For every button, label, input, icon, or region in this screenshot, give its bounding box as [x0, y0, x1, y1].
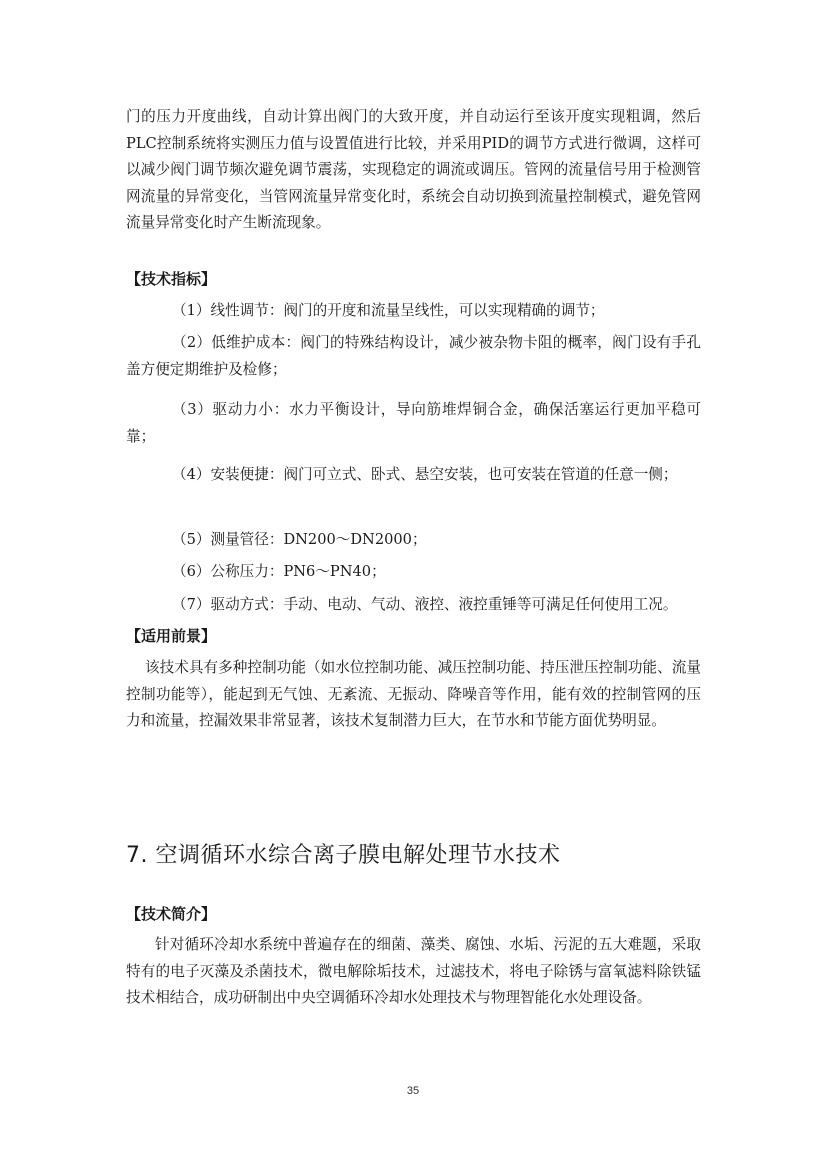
tech-indicator-item-4: （4）安装便捷：阀门可立式、卧式、悬空安装，也可安装在管道的任意一侧；	[172, 466, 678, 483]
intro-paragraph: 门的压力开度曲线，自动计算出阀门的大致开度，并自动运行至该开度实现粗调，然后PLC控制系统将实测压力值与设置值进行比较，并采用PID的调节方式进行微调，这样可以减少阀门调节频次避免调节震荡，实现稳定的调流或调压。管网的流量信号用于检测管网流量的异常变化，当管网流量异常变化时，系统会自动切换到流量控制模式，避免管网流量异常变化时产生断流现象。	[126, 108, 701, 232]
tech-intro-text: 针对循环冷却水系统中普遍存在的细菌、藻类、腐蚀、水垢、污泥的五大难题，采取特有的电子灭藻及杀菌技术，微电解除垢技术，过滤技术，将电子除锈与富氧滤料除铁锰技术相结合，成功研制出中央空调循环冷却水处理技术与物理智能化水处理设备。	[126, 936, 701, 1007]
tech-indicator-item-3: （3）驱动力小：水力平衡设计，导向筋堆焊铜合金，确保活塞运行更加平稳可靠；	[126, 401, 701, 445]
section-7-title: 7. 空调循环水综合离子膜电解处理节水技术	[126, 843, 561, 868]
tech-indicator-item-5: （5）测量管径：DN200～DN2000；	[172, 531, 427, 548]
page-number: 35	[406, 1085, 420, 1097]
tech-indicators-heading: 【技术指标】	[126, 270, 217, 288]
application-prospect-heading: 【适用前景】	[126, 627, 217, 645]
tech-indicator-item-6: （6）公称压力：PN6～PN40；	[172, 563, 386, 580]
application-prospect-text: 该技术具有多种控制功能（如水位控制功能、减压控制功能、持压泄压控制功能、流量控制功能等），能起到无气蚀、无紊流、无振动、降噪音等作用，能有效的控制管网的压力和流量，控漏效果非常显著，该技术复制潜力巨大，在节水和节能方面优势明显。	[126, 659, 701, 730]
tech-indicator-item-2: （2）低维护成本：阀门的特殊结构设计，减少被杂物卡阻的概率，阀门设有手孔盖方便定期维护及检修；	[126, 334, 701, 378]
tech-indicator-item-7: （7）驱动方式：手动、电动、气动、液控、液控重锤等可满足任何使用工况。	[172, 596, 678, 613]
tech-indicator-item-1: （1）线性调节：阀门的开度和流量呈线性，可以实现精确的调节；	[172, 302, 605, 319]
tech-intro-heading: 【技术简介】	[126, 905, 217, 923]
